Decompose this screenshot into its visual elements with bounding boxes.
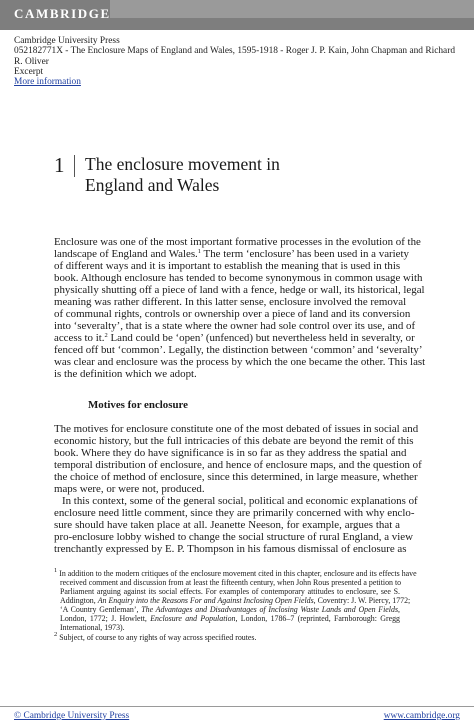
- top-banner: [0, 0, 474, 30]
- footnote-text: ‘A Country Gentleman’,: [60, 605, 142, 614]
- body-text: The term ‘enclosure’ has been used in a variety: [201, 248, 409, 260]
- body-line: maps were, or were not, produced.: [54, 483, 205, 495]
- body-text: Land could be ‘open’ (unfenced) but nevertheless held in severalty, or: [107, 332, 415, 344]
- copyright-link[interactable]: © Cambridge University Press: [14, 711, 130, 721]
- body-line: economic history, but the full intricacies of this debate are beyond the remit of this: [54, 435, 414, 447]
- footnote-marker: 1: [54, 567, 58, 574]
- footnote-title: An Enquiry into the Reasons For and Against Inclosing Open Fields: [97, 596, 314, 605]
- footnote-text: London, 1772; J. Howlett,: [60, 614, 151, 623]
- publisher-logo: CAMBRIDGE: [14, 6, 111, 21]
- body-line: trenchantly expressed by E. P. Thompson in his famous dismissal of enclosure as: [54, 543, 407, 555]
- excerpt-label: Excerpt: [14, 67, 44, 77]
- footnote-text: In addition to the modern critiques of the enclosure movement cited in this chapter, enclosure and its effects have: [59, 569, 417, 578]
- footnote-line: Parliament arguing against its social effects. For examples of contemporary attitudes to enclosure, see S.: [60, 587, 400, 596]
- body-line: physically shutting off a piece of land with a fence, hedge or wall, its historical, legal: [54, 284, 425, 296]
- footnote-title: The Advantages and Disadvantages of Inclosing Waste Lands and Open Fields: [141, 605, 399, 614]
- body-line: the choice of method of enclosure, since this determined, in large measure, whether: [54, 471, 418, 483]
- footnote-text: , London, 1786–7 (reprinted, Farnborough: Gregg: [235, 614, 400, 623]
- footnote-text: Subject, of course to any rights of way across specified routes.: [59, 633, 257, 642]
- body-text: landscape of England and Wales.: [54, 248, 198, 260]
- chapter-title-line-2: England and Wales: [85, 175, 220, 195]
- chapter-title-line-1: The enclosure movement in: [85, 154, 280, 174]
- section-heading: Motives for enclosure: [88, 399, 189, 411]
- body-line: temporal distribution of enclosure, and hence of enclosure maps, and the question of: [54, 459, 422, 471]
- footnote-text: Addington,: [60, 596, 98, 605]
- footnote-line: [60, 596, 411, 605]
- footnote-ref-2[interactable]: 2: [104, 332, 108, 339]
- footer-divider: [0, 706, 474, 707]
- body-line: Enclosure was one of the most important formative processes in the evolution of the: [54, 236, 421, 248]
- publisher-name: Cambridge University Press: [14, 36, 120, 46]
- footnote-line: International, 1973).: [60, 623, 125, 632]
- book-citation-continued: R. Oliver: [14, 57, 49, 67]
- footnote-text: , Coventry: J. W. Piercy, 1772;: [313, 596, 411, 605]
- body-line: In this context, some of the general social, political and economic explanations of: [62, 495, 418, 507]
- footnote-marker: 2: [54, 631, 58, 638]
- body-line: into ‘severalty’, that is a state where the owner had sole control over its use, and of: [54, 320, 416, 332]
- book-citation: 052182771X - The Enclosure Maps of England and Wales, 1595-1918 - Roger J. P. Kain, John Chapman and Richard: [14, 46, 456, 56]
- footnote-line: [60, 605, 400, 614]
- body-line: [54, 332, 415, 344]
- chapter-number: 1: [54, 153, 65, 177]
- body-line: of communal rights, controls or ownership over a piece of land and its conversion: [54, 308, 411, 320]
- footnote-line: received comment and discussion from at least the fifteenth century, when John Rous presented a petition to: [60, 578, 402, 587]
- body-line: [54, 248, 409, 260]
- chapter-divider: [74, 155, 75, 177]
- body-line: The motives for enclosure constitute one of the most debated of issues in social and: [54, 423, 419, 435]
- footnote-line: [60, 614, 400, 623]
- footnote-text: ,: [398, 605, 400, 614]
- website-link[interactable]: www.cambridge.org: [383, 711, 460, 721]
- body-line: sure should have taken place at all. Jeanette Neeson, for example, argues that a: [54, 519, 400, 531]
- body-line: of different ways and it is important to establish the meaning that is used in this: [54, 260, 401, 272]
- body-line: fenced off but ‘common’. Legally, the distinction between ‘common’ and ‘severalty’: [54, 344, 423, 356]
- footnote-1: [54, 567, 417, 578]
- body-line: enclosure need little comment, since they are primarily concerned with why enclo-: [54, 507, 415, 519]
- more-information-link[interactable]: More information: [14, 77, 81, 87]
- body-line: is the definition which we adopt.: [54, 368, 197, 380]
- body-line: pro-enclosure lobby wished to change the social structure of rural England, a view: [54, 531, 413, 543]
- body-text: access to it.: [54, 332, 105, 344]
- body-line: book. Where they do have significance is in so far as they address the spatial and: [54, 447, 407, 459]
- body-line: was clear and enclosure was the process by which the one became the other. This last: [54, 356, 426, 368]
- body-line: meaning was rather different. In this latter sense, enclosure involved the removal: [54, 296, 407, 308]
- footnote-ref-1[interactable]: 1: [197, 248, 202, 255]
- body-line: book. Although enclosure has tended to become synonymous in common usage with: [54, 272, 423, 284]
- banner-panel: [110, 0, 474, 18]
- footnote-2: [54, 633, 400, 642]
- footnote-title: Enclosure and Population: [150, 614, 236, 623]
